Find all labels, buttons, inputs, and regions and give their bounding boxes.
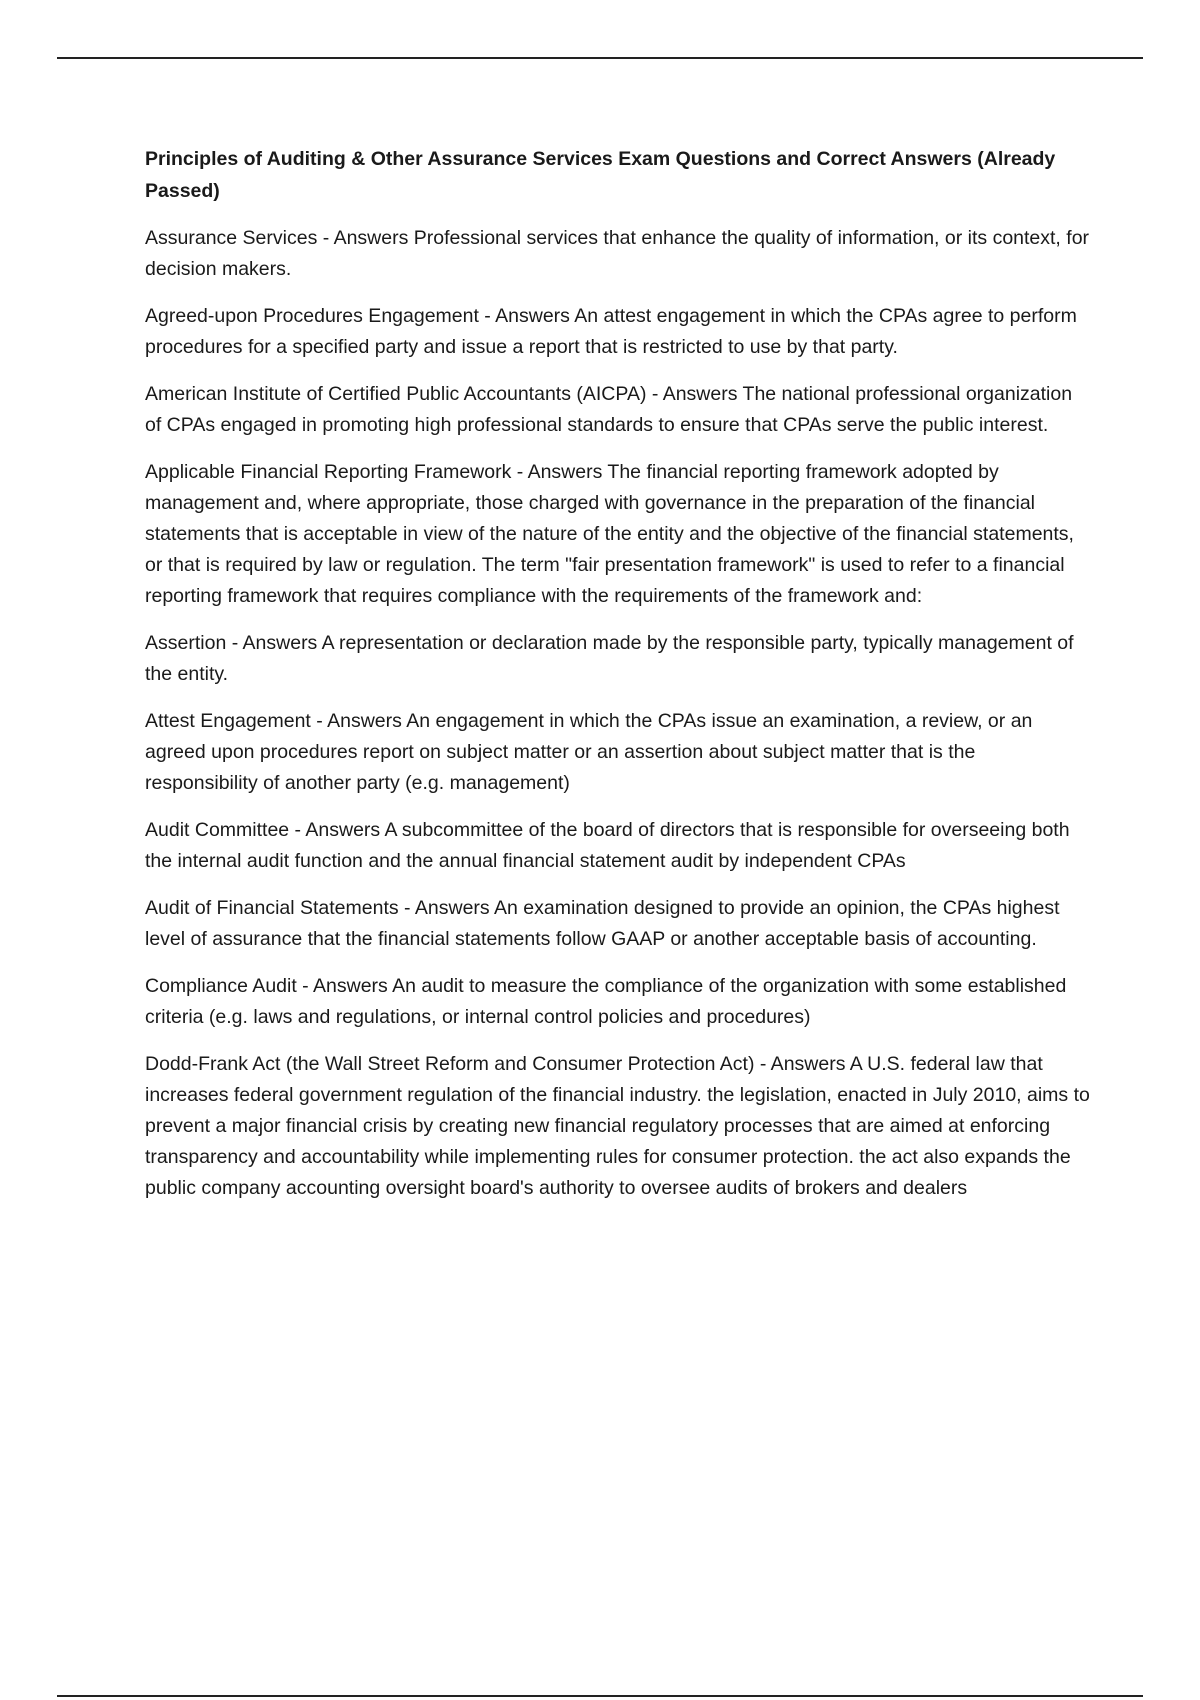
entry-applicable-framework: Applicable Financial Reporting Framework - Answers The financial reporting framework adopted by management and, where appropriate, those charged with governance in the preparation of the financial statements that is acceptable in view of the nature of the entity and the objective of the financial statements, or that is required by law or regulation. The term "fair presentation framework" is used to refer to a financial reporting framework that requires compliance with the requirements of the framework and: <box>145 461 1074 607</box>
entry-agreed-upon-procedures: Agreed-upon Procedures Engagement - Answers An attest engagement in which the CPAs agree to perform procedures for a specified party and issue a report that is restricted to use by that party. <box>145 305 1077 358</box>
document-title: Principles of Auditing & Other Assurance Services Exam Questions and Correct Answers (Already Passed) <box>145 148 1056 202</box>
entry-compliance-audit: Compliance Audit - Answers An audit to measure the compliance of the organization with some established criteria (e.g. laws and regulations, or internal control policies and procedures) <box>145 975 1067 1028</box>
header-rule <box>57 57 1143 59</box>
entry-assurance-services: Assurance Services - Answers Professional services that enhance the quality of information, or its context, for decision makers. <box>145 227 1090 280</box>
entry-aicpa: American Institute of Certified Public Accountants (AICPA) - Answers The national professional organization of CPAs engaged in promoting high professional standards to ensure that CPAs serve the public interest. <box>145 383 1073 436</box>
entry-attest-engagement: Attest Engagement - Answers An engagement in which the CPAs issue an examination, a review, or an agreed upon procedures report on subject matter or an assertion about subject matter that is the responsibility of another party (e.g. management) <box>145 710 1033 794</box>
entry-assertion: Assertion - Answers A representation or declaration made by the responsible party, typically management of the entity. <box>145 632 1074 685</box>
footer-rule <box>57 1695 1143 1697</box>
entry-audit-financial-statements: Audit of Financial Statements - Answers An examination designed to provide an opinion, the CPAs highest level of assurance that the financial statements follow GAAP or another acceptable basis of accounting. <box>145 897 1060 950</box>
document-body <box>145 143 1090 1220</box>
entry-audit-committee: Audit Committee - Answers A subcommittee of the board of directors that is responsible for overseeing both the internal audit function and the annual financial statement audit by independent CPAs <box>145 819 1070 872</box>
entry-dodd-frank-act: Dodd-Frank Act (the Wall Street Reform and Consumer Protection Act) - Answers A U.S. federal law that increases federal government regulation of the financial industry. the legislation, enacted in July 2010, aims to prevent a major financial crisis by creating new financial regulatory processes that are aimed at enforcing transparency and accountability while implementing rules for consumer protection. the act also expands the public company accounting oversight board's authority to oversee audits of brokers and dealers <box>145 1053 1090 1199</box>
